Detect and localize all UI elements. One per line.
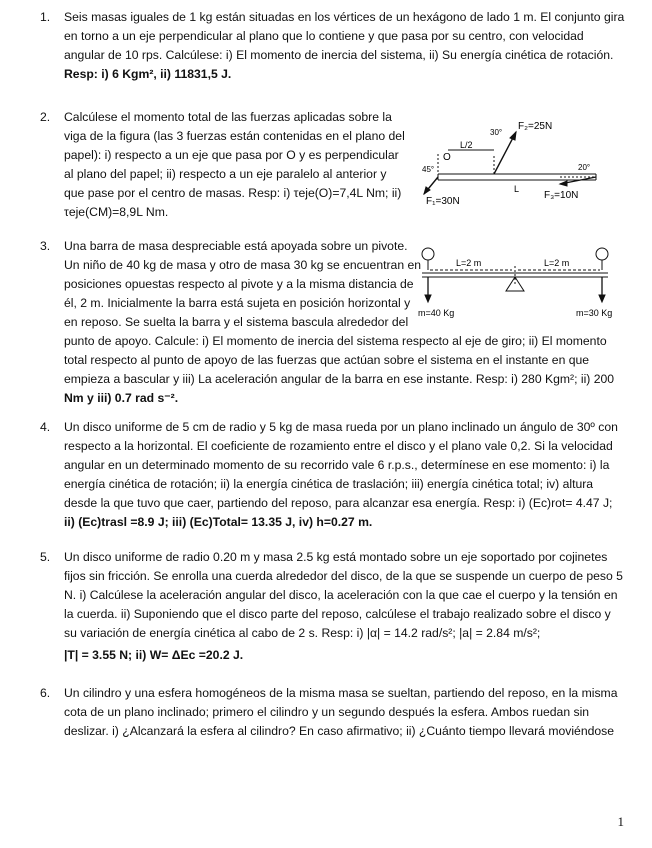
problem-answer-line: Nm y iii) 0.7 rad s⁻². bbox=[64, 391, 179, 405]
problem-line: papel): i) respecto a un eje que pasa por O y es perpendicular bbox=[64, 148, 399, 162]
problem-answer-line: |T| = 3.55 N; ii) W= ΔEc =20.2 J. bbox=[64, 648, 244, 662]
problem-line: su variación de energía cinética al cabo de 2 s. Resp: i) |α| = 14.2 rad/s²; |a| = 2.84 m/s²; bbox=[64, 626, 541, 640]
problem-line: respecto a la horizontal. El coeficiente de rozamiento entre el disco y el plano vale 0,2. Si la velocidad bbox=[64, 439, 613, 453]
f3-label: F₃=10N bbox=[544, 190, 579, 201]
problem-line: energía cinética de rotación; ii) la energía cinética de traslación; iii) energía cinética total; iv) altura bbox=[64, 477, 594, 491]
f1-label: F₁=30N bbox=[426, 196, 460, 207]
half-length-label: L/2 bbox=[460, 140, 473, 150]
problem-line: al plano del papel; ii) respecto a un eje paralelo al anterior y bbox=[64, 167, 387, 181]
right-child-head bbox=[596, 248, 608, 260]
problem-line: N. i) Calcúlese la aceleración angular del disco, la aceleración con la que cae el cuerpo y la tensión en bbox=[64, 588, 618, 602]
problem-line: en torno a un eje perpendicular al plano que lo contiene y que pasa por su centro, con velocidad bbox=[64, 29, 584, 43]
problem-line: Un cilindro y una esfera homogéneos de la misma masa se sueltan, partiendo del reposo, en la misma bbox=[64, 686, 618, 700]
problem-line: desde la que tuvo que caer, partiendo del reposo, para alcanzar esa energía. Resp: i) (Ec)rot= 4.47 J; bbox=[64, 496, 613, 510]
left-distance-label: L=2 m bbox=[456, 258, 482, 268]
problem-line: viga de la figura (las 3 fuerzas están contenidas en el plano del bbox=[64, 129, 405, 143]
left-weight-arrowhead bbox=[425, 295, 431, 302]
problem-line: fijos sin fricción. Se enrolla una cuerda alrededor del disco, de la que se suspende un cuerpo de peso 5 bbox=[64, 569, 623, 583]
problem-line: total respecto al punto de apoyo de las fuerzas que actúan sobre el sistema en el instante en que bbox=[64, 353, 590, 367]
problem-answer: Resp: i) 6 Kgm², ii) 11831,5 J. bbox=[64, 67, 232, 81]
left-child-head bbox=[422, 248, 434, 260]
problem-line: Una barra de masa despreciable está apoyada sobre un pivote. bbox=[64, 239, 408, 253]
problem-answer-line: ii) (Ec)trasl =8.9 J; iii) (Ec)Total= 13.35 J, iv) h=0.27 m. bbox=[64, 515, 373, 529]
problem-number: 2. bbox=[40, 110, 51, 124]
left-mass-label: m=40 Kg bbox=[418, 308, 455, 318]
problem-line: en reposo. Se suelta la barra y el sistema bascula alrededor del bbox=[64, 315, 409, 329]
problem-number: 6. bbox=[40, 686, 51, 700]
angle-20-label: 20° bbox=[578, 163, 591, 172]
length-label: L bbox=[514, 184, 520, 194]
problem-line: cota de un plano inclinado; primero el cilindro y un segundo después la esfera. Ambos ruedan sin bbox=[64, 705, 590, 719]
problem-number: 1. bbox=[40, 10, 51, 24]
problem-line: Seis masas iguales de 1 kg están situadas en los vértices de un hexágono de lado 1 m. El conjunto gira bbox=[64, 10, 625, 24]
beam-forces-figure bbox=[418, 112, 618, 208]
problem-line: angular de 10 rps. Calcúlese: i) El momento de inercia del sistema, ii) Su energía cinética de rotación. bbox=[64, 48, 614, 62]
f2-arrowhead bbox=[510, 132, 516, 140]
right-mass-label: m=30 Kg bbox=[576, 308, 613, 318]
problem-line: posiciones opuestas respecto al pivote y a la misma distancia de bbox=[64, 277, 414, 291]
problem-line: que pase por el centro de masas. Resp: i) τeje(O)=7,4L Nm; ii) bbox=[64, 186, 402, 200]
f2-label: F₂=25N bbox=[518, 121, 553, 132]
page-number: 1 bbox=[617, 814, 624, 829]
problem-line: Un disco uniforme de 5 cm de radio y 5 kg de masa rueda por un plano inclinado un ángulo de 30º con bbox=[64, 420, 618, 434]
problem-line: punto de apoyo. Calcule: i) El momento de inercia del sistema respecto al eje de giro; ii) El momento bbox=[64, 334, 607, 348]
problem-number: 4. bbox=[40, 420, 51, 434]
problem-line: empieza a bascular y iii) La aceleración angular de la barra en ese instante. Resp: i) 280 Kgm²; ii) 200 bbox=[64, 372, 615, 386]
problem-line: Un disco uniforme de radio 0.20 m y masa 2.5 kg está montado sobre un eje soportado por cojinetes bbox=[64, 550, 608, 564]
right-weight-arrowhead bbox=[599, 295, 605, 302]
problem-line: él, 2 m. Inicialmente la barra está sujeta en posición horizontal y bbox=[64, 296, 411, 310]
right-distance-label: L=2 m bbox=[544, 258, 570, 268]
origin-label: O bbox=[443, 152, 451, 163]
angle-30-label: 30° bbox=[490, 128, 503, 137]
problem-line: la cuerda. ii) Suponiendo que el disco parte del reposo, calcúlese el trabajo realizado sobre el disco y bbox=[64, 607, 611, 621]
seesaw-figure bbox=[416, 240, 616, 324]
problem-line: Un niño de 40 kg de masa y otro de masa 30 kg se encuentran en bbox=[64, 258, 422, 272]
f3-arrowhead bbox=[560, 181, 567, 186]
problem-number: 5. bbox=[40, 550, 51, 564]
problem-line: angular en un determinado momento de su recorrido vale 6 r.p.s., determínese en ese momento: i) la bbox=[64, 458, 610, 472]
angle-45-label: 45° bbox=[422, 165, 435, 174]
problem-line: Calcúlese el momento total de las fuerzas aplicadas sobre la bbox=[64, 110, 392, 124]
problem-line: τeje(CM)=8,9L Nm. bbox=[64, 205, 169, 219]
problem-number: 3. bbox=[40, 239, 51, 253]
problem-line: deslizar. i) ¿Alcanzará la esfera al cilindro? En caso afirmativo; ii) ¿Cuánto tiempo llevará moviéndose bbox=[64, 724, 615, 738]
